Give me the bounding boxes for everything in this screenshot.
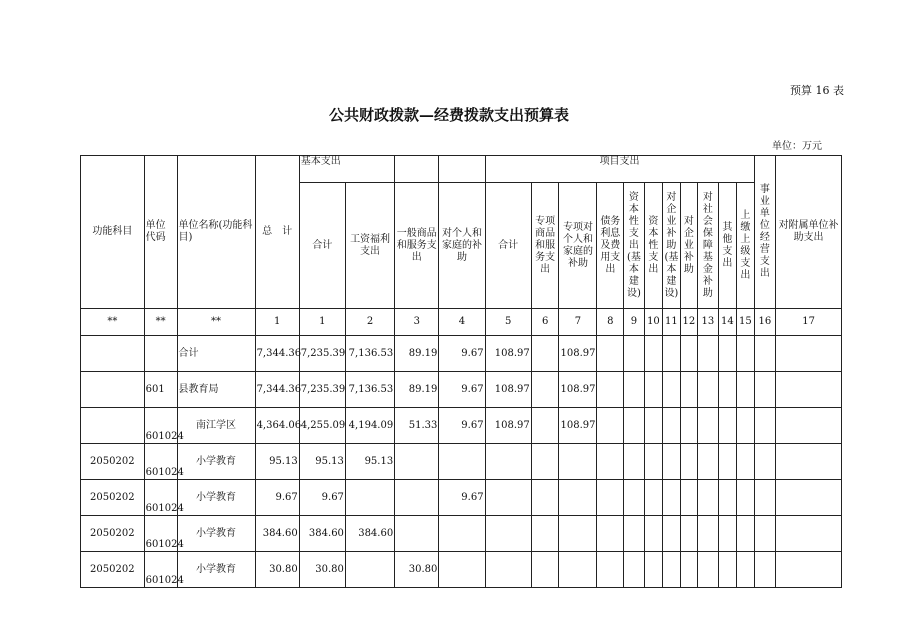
cell-grand-total: 30.80 [255, 552, 299, 588]
cell-empty [644, 408, 662, 444]
cell-empty [698, 552, 719, 588]
cell-basic-goods: 89.19 [395, 336, 439, 372]
cell-empty [597, 552, 624, 588]
header-project-other: 其他支出 [718, 183, 736, 309]
cell-empty [737, 552, 754, 588]
cell-unit-code: 601 [144, 372, 177, 408]
index-cell: 15 [737, 309, 754, 336]
cell-empty [680, 516, 697, 552]
cell-project-goods [531, 552, 559, 588]
index-cell: 12 [680, 309, 697, 336]
cell-empty [718, 516, 736, 552]
cell-basic-personal [439, 552, 485, 588]
cell-project-total [485, 552, 531, 588]
header-basic-personal: 对个人和家庭的补助 [439, 183, 485, 309]
index-cell: 11 [663, 309, 680, 336]
index-cell: 16 [754, 309, 776, 336]
cell-empty [776, 372, 842, 408]
header-project-goods: 专项商品和服务支出 [531, 183, 559, 309]
cell-function-code: 2050202 [81, 480, 145, 516]
cell-empty [698, 408, 719, 444]
header-basic-total: 合计 [299, 183, 345, 309]
cell-unit-name: 小学教育 [177, 552, 255, 588]
header-upper-level: 上缴上级支出 [737, 183, 754, 309]
cell-empty [663, 408, 680, 444]
cell-empty [663, 516, 680, 552]
cell-function-code [81, 372, 145, 408]
cell-empty [680, 444, 697, 480]
cell-basic-wage [345, 480, 394, 516]
cell-grand-total: 9.67 [255, 480, 299, 516]
header-project-capital-construction: 资本性支出(基本建设) [624, 183, 645, 309]
index-cell: 1 [299, 309, 345, 336]
cell-basic-personal [439, 516, 485, 552]
header-project-enterprise-construction: 对企业补助(基本建设) [663, 183, 680, 309]
header-project-personal: 专项对个人和家庭的补助 [559, 183, 597, 309]
cell-project-personal: 108.97 [559, 336, 597, 372]
cell-empty [718, 444, 736, 480]
cell-empty [663, 444, 680, 480]
index-cell: 14 [718, 309, 736, 336]
cell-empty [737, 408, 754, 444]
cell-project-personal [559, 480, 597, 516]
cell-empty [644, 444, 662, 480]
cell-function-code: 2050202 [81, 444, 145, 480]
cell-empty [754, 408, 776, 444]
cell-empty [597, 516, 624, 552]
cell-empty [718, 336, 736, 372]
cell-project-total [485, 480, 531, 516]
cell-basic-wage: 384.60 [345, 516, 394, 552]
cell-basic-wage [345, 552, 394, 588]
cell-empty [624, 408, 645, 444]
cell-empty [663, 552, 680, 588]
cell-empty [680, 552, 697, 588]
cell-empty [737, 444, 754, 480]
cell-basic-total: 9.67 [299, 480, 345, 516]
header-unit-name: 单位名称(功能科目) [177, 156, 255, 309]
cell-function-code: 2050202 [81, 516, 145, 552]
cell-basic-goods: 51.33 [395, 408, 439, 444]
cell-empty [698, 480, 719, 516]
cell-empty [754, 372, 776, 408]
index-row [81, 309, 842, 336]
cell-empty [718, 408, 736, 444]
cell-empty [776, 480, 842, 516]
header-business-expenditure: 事业单位经营支出 [754, 156, 776, 309]
cell-empty [644, 516, 662, 552]
cell-empty [644, 336, 662, 372]
cell-empty [754, 516, 776, 552]
cell-function-code [81, 336, 145, 372]
table-row [81, 336, 842, 372]
header-grand-total: 总 计 [255, 156, 299, 309]
unit-label: 单位：万元 [772, 141, 822, 152]
cell-empty [737, 336, 754, 372]
header-basic-wage: 工资福利支出 [345, 183, 394, 309]
cell-unit-code [144, 336, 177, 372]
cell-basic-wage: 4,194.09 [345, 408, 394, 444]
header-project-enterprise: 对企业补助 [680, 183, 697, 309]
header-basic-expenditure: 基本支出 [299, 156, 394, 183]
cell-empty [680, 480, 697, 516]
header-project-social-security: 对社会保障基金补助 [698, 183, 719, 309]
index-cell: ** [144, 309, 177, 336]
index-cell: 17 [776, 309, 842, 336]
cell-project-total [485, 444, 531, 480]
cell-unit-name: 小学教育 [177, 516, 255, 552]
index-cell: 8 [597, 309, 624, 336]
form-number: 预算 16 表 [790, 84, 844, 97]
cell-basic-total: 30.80 [299, 552, 345, 588]
cell-empty [644, 552, 662, 588]
cell-grand-total: 95.13 [255, 444, 299, 480]
cell-empty [624, 480, 645, 516]
cell-basic-goods [395, 444, 439, 480]
cell-empty [698, 516, 719, 552]
table-row [81, 444, 842, 480]
cell-empty [754, 444, 776, 480]
cell-basic-personal: 9.67 [439, 336, 485, 372]
index-cell: 6 [531, 309, 559, 336]
cell-grand-total: 7,344.36 [255, 336, 299, 372]
cell-empty [737, 372, 754, 408]
budget-table [80, 155, 842, 588]
cell-empty [737, 480, 754, 516]
header-subsidiary-subsidy: 对附属单位补助支出 [776, 156, 842, 309]
cell-grand-total: 7,344.36 [255, 372, 299, 408]
cell-empty [776, 516, 842, 552]
cell-empty [776, 552, 842, 588]
cell-project-personal [559, 444, 597, 480]
cell-basic-total: 7,235.39 [299, 336, 345, 372]
cell-basic-goods: 30.80 [395, 552, 439, 588]
cell-empty [624, 444, 645, 480]
cell-empty [718, 372, 736, 408]
cell-empty [597, 372, 624, 408]
cell-empty [776, 336, 842, 372]
cell-project-personal: 108.97 [559, 372, 597, 408]
cell-unit-code: 601024 [144, 408, 177, 444]
cell-empty [663, 372, 680, 408]
cell-empty [754, 480, 776, 516]
index-cell: 9 [624, 309, 645, 336]
cell-unit-code: 601024 [144, 516, 177, 552]
cell-grand-total: 384.60 [255, 516, 299, 552]
cell-empty [597, 408, 624, 444]
cell-empty [624, 336, 645, 372]
index-cell: 3 [395, 309, 439, 336]
cell-basic-goods [395, 480, 439, 516]
cell-basic-wage: 7,136.53 [345, 372, 394, 408]
cell-empty [737, 516, 754, 552]
cell-basic-goods [395, 516, 439, 552]
header-function-code: 功能科目 [81, 156, 145, 309]
cell-project-total: 108.97 [485, 336, 531, 372]
header-project-expenditure: 项目支出 [485, 156, 754, 183]
cell-empty [718, 552, 736, 588]
cell-empty [597, 444, 624, 480]
cell-empty [776, 408, 842, 444]
table-row [81, 408, 842, 444]
cell-basic-goods: 89.19 [395, 372, 439, 408]
cell-unit-name: 合计 [177, 336, 255, 372]
cell-project-total: 108.97 [485, 372, 531, 408]
index-cell: 1 [255, 309, 299, 336]
cell-project-goods [531, 336, 559, 372]
cell-project-goods [531, 516, 559, 552]
cell-project-personal [559, 516, 597, 552]
index-cell: 13 [698, 309, 719, 336]
cell-empty [754, 552, 776, 588]
cell-project-total: 108.97 [485, 408, 531, 444]
cell-basic-personal [439, 444, 485, 480]
cell-empty [718, 480, 736, 516]
cell-unit-name: 南江学区 [177, 408, 255, 444]
cell-function-code [81, 408, 145, 444]
index-cell: 10 [644, 309, 662, 336]
cell-empty [776, 444, 842, 480]
table-row [81, 480, 842, 516]
cell-basic-personal: 9.67 [439, 408, 485, 444]
index-cell: 5 [485, 309, 531, 336]
header-blank-2 [439, 156, 485, 183]
header-basic-goods: 一般商品和服务支出 [395, 183, 439, 309]
cell-unit-code: 601024 [144, 480, 177, 516]
cell-unit-name: 县教育局 [177, 372, 255, 408]
cell-empty [644, 372, 662, 408]
cell-grand-total: 4,364.06 [255, 408, 299, 444]
header-project-debt: 债务利息及费用支出 [597, 183, 624, 309]
cell-unit-code: 601024 [144, 552, 177, 588]
index-cell: 2 [345, 309, 394, 336]
cell-project-goods [531, 480, 559, 516]
cell-unit-name: 小学教育 [177, 480, 255, 516]
table-row [81, 516, 842, 552]
cell-function-code: 2050202 [81, 552, 145, 588]
cell-basic-wage: 7,136.53 [345, 336, 394, 372]
cell-empty [663, 480, 680, 516]
cell-empty [644, 480, 662, 516]
cell-empty [680, 336, 697, 372]
header-project-capital: 资本性支出 [644, 183, 662, 309]
cell-empty [754, 336, 776, 372]
cell-basic-total: 384.60 [299, 516, 345, 552]
cell-project-goods [531, 444, 559, 480]
page-title: 公共财政拨款—经费拨款支出预算表 [328, 106, 569, 124]
cell-empty [597, 336, 624, 372]
cell-project-goods [531, 408, 559, 444]
cell-empty [663, 336, 680, 372]
cell-project-personal: 108.97 [559, 408, 597, 444]
cell-empty [624, 516, 645, 552]
cell-basic-personal: 9.67 [439, 480, 485, 516]
cell-empty [680, 408, 697, 444]
cell-empty [597, 480, 624, 516]
cell-unit-code: 601024 [144, 444, 177, 480]
cell-basic-wage: 95.13 [345, 444, 394, 480]
index-cell: 7 [559, 309, 597, 336]
cell-empty [698, 336, 719, 372]
cell-basic-total: 4,255.09 [299, 408, 345, 444]
cell-empty [680, 372, 697, 408]
cell-basic-personal: 9.67 [439, 372, 485, 408]
header-project-total: 合计 [485, 183, 531, 309]
cell-unit-name: 小学教育 [177, 444, 255, 480]
index-cell: ** [177, 309, 255, 336]
table-row [81, 372, 842, 408]
cell-empty [624, 372, 645, 408]
cell-project-total [485, 516, 531, 552]
header-unit-code: 单位代码 [144, 156, 177, 309]
table-row [81, 552, 842, 588]
cell-empty [624, 552, 645, 588]
cell-project-personal [559, 552, 597, 588]
index-cell: 4 [439, 309, 485, 336]
cell-empty [698, 444, 719, 480]
header-blank-1 [395, 156, 439, 183]
cell-basic-total: 7,235.39 [299, 372, 345, 408]
cell-project-goods [531, 372, 559, 408]
index-cell: ** [81, 309, 145, 336]
cell-empty [698, 372, 719, 408]
cell-basic-total: 95.13 [299, 444, 345, 480]
